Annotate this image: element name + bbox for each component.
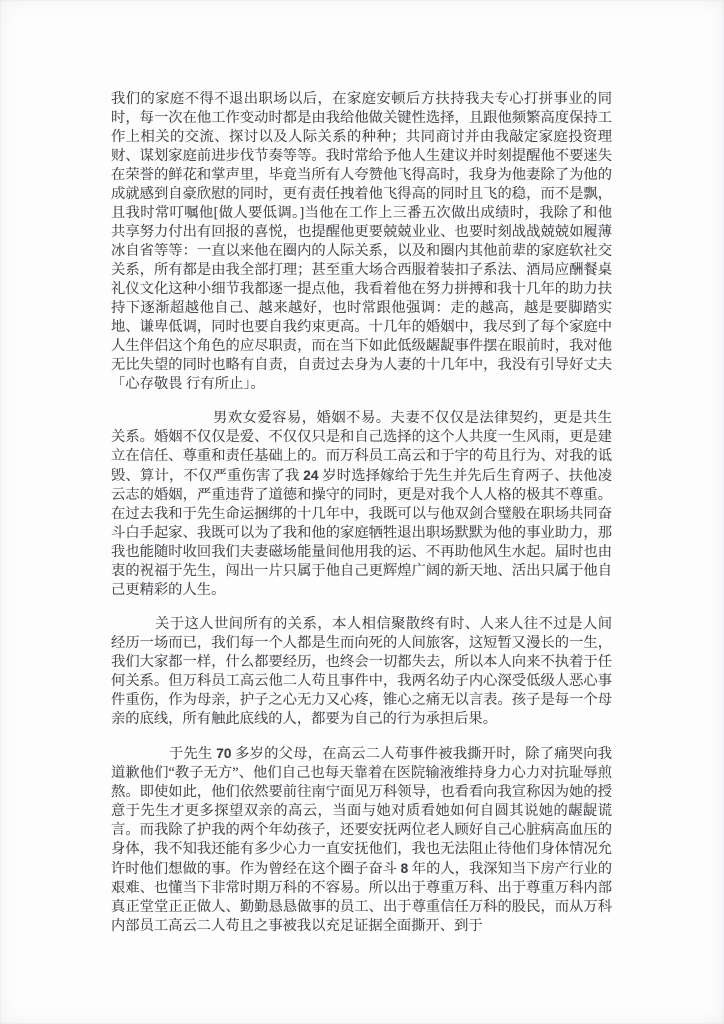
paragraph-4: 于先生 70 多岁的父母，在高云二人苟事件被我撕开时，除了痛哭向我道歉他们“教子无方”、他们自己也每天靠着在医院输液维持身力心力对抗耻辱煎熬。即使如此，他们依然要前往南宁面见万科领导，也看看向我宣称因为她的授意于先生才更多探望双亲的高云，当面与她对质看她如何自圆其说她的龌龊谎言。而我除了护我的两个年幼孩子，还要安抚两位老人顾好自己心脏病高血压的身体，我不知我还能有多少心力一直安抚他们，我也无法阻止待他们身体情况允许时他们想做的事。作为曾经在这个圈子奋斗 8 年的人，我深知当下房产行业的艰难、也懂当下非常时期万科的不容易。所以出于尊重万科、出于尊重万科内部真正堂堂正正做人、勤勤恳恳做事的员工、出于尊重信任万科的股民，而从万科内部员工高云二人苟且之事被我以充足证据全面撕开、到于 — [111, 746, 612, 934]
letter-text-block — [111, 90, 612, 951]
paragraph-2: 男欢女爱容易，婚姻不易。夫妻不仅仅是法律契约，更是共生关系。婚姻不仅仅是爱、不仅仅只是和自己选择的这个人共度一生风雨，更是建立在信任、尊重和责任基础上的。而万科员工高云和于宇的苟且行为、对我的诋毁、算计，不仅严重伤害了我 24 岁时选择嫁给于先生并先后生育两子、扶他凌云志的婚姻，严重违背了道德和操守的同时，更是对我个人人格的极其不尊重。在过去我和于先生命运捆绑的十几年中，我既可以与他双剑合璧般在职场共同奋斗白手起家、我既可以为了我和他的家庭牺牲退出职场默默为他的事业助力，那我也能随时收回我们夫妻磁场能量间他用我的运、不再助他风生水起。届时也由衷的祝福于先生，闯出一片只属于他自己更辉煌广阔的新天地、活出只属于他自己更精彩的人生。 — [111, 410, 613, 598]
paragraph-1: 我们的家庭不得不退出职场以后，在家庭安顿后方扶持我夫专心打拼事业的同时，每一次在他工作变动时都是由我给他做关键性选择，且跟他频繁高度保持工作上相关的交流、探讨以及人际关系的种种；共同商讨并由我敲定家庭投资理财、谋划家庭前进步伐节奏等等。我时常给予他人生建议并时刻提醒他不要迷失在荣誉的鲜花和掌声里，毕竟当所有人夸赞他飞得高时，我身为他妻除了为他的成就感到自豪欣慰的同时，更有责任拽着他飞得高的同时且飞的稳，而不是飘，且我时常叮嘱他[做人要低调。]当他在工作上三番五次做出成绩时，我除了和他共享努力付出有回报的喜悦，也提醒他更要兢兢业业、也要时刻战战兢兢如履薄冰自省等等：一直以来他在圈内的人际关系，以及和圈内其他前辈的家庭软社交关系，所有都是由我全部打理；甚至重大场合西服着装扣子系法、酒局应酬餐桌礼仪文化这种小细节我都逐一提点他，我看着他在努力拼搏和我十几年的助力扶持下逐渐超越他自己、越来越好，也时常跟他强调：走的越高，越是要脚踏实地、谦卑低调，同时也要自我约束更高。十几年的婚姻中，我尽到了每个家庭中人生伴侣这个角色的应尽职责，而在当下如此低级龌龊事件摆在眼前时，我对他无比失望的同时也略有自责，自责过去身为人妻的十几年中，我没有引导好丈夫「心存敬畏 行有所止」。 — [111, 91, 612, 392]
paragraph-3: 关于这人世间所有的关系，本人相信聚散终有时、人来人往不过是人间经历一场而已，我们每一个人都是生而向死的人间旅客，这短暂又漫长的一生，我们大家都一样，什么都要经历，也终会一切都失去，所以本人向来不执着于任何关系。但万科员工高云他二人苟且事件中，我两名幼子内心深受低级人恶心事件重伤，作为母亲，护子之心无力又心疼，锥心之痛无以言表。孩子是每一个母亲的底线，所有触此底线的人，都要为自己的行为承担后果。 — [111, 616, 612, 727]
